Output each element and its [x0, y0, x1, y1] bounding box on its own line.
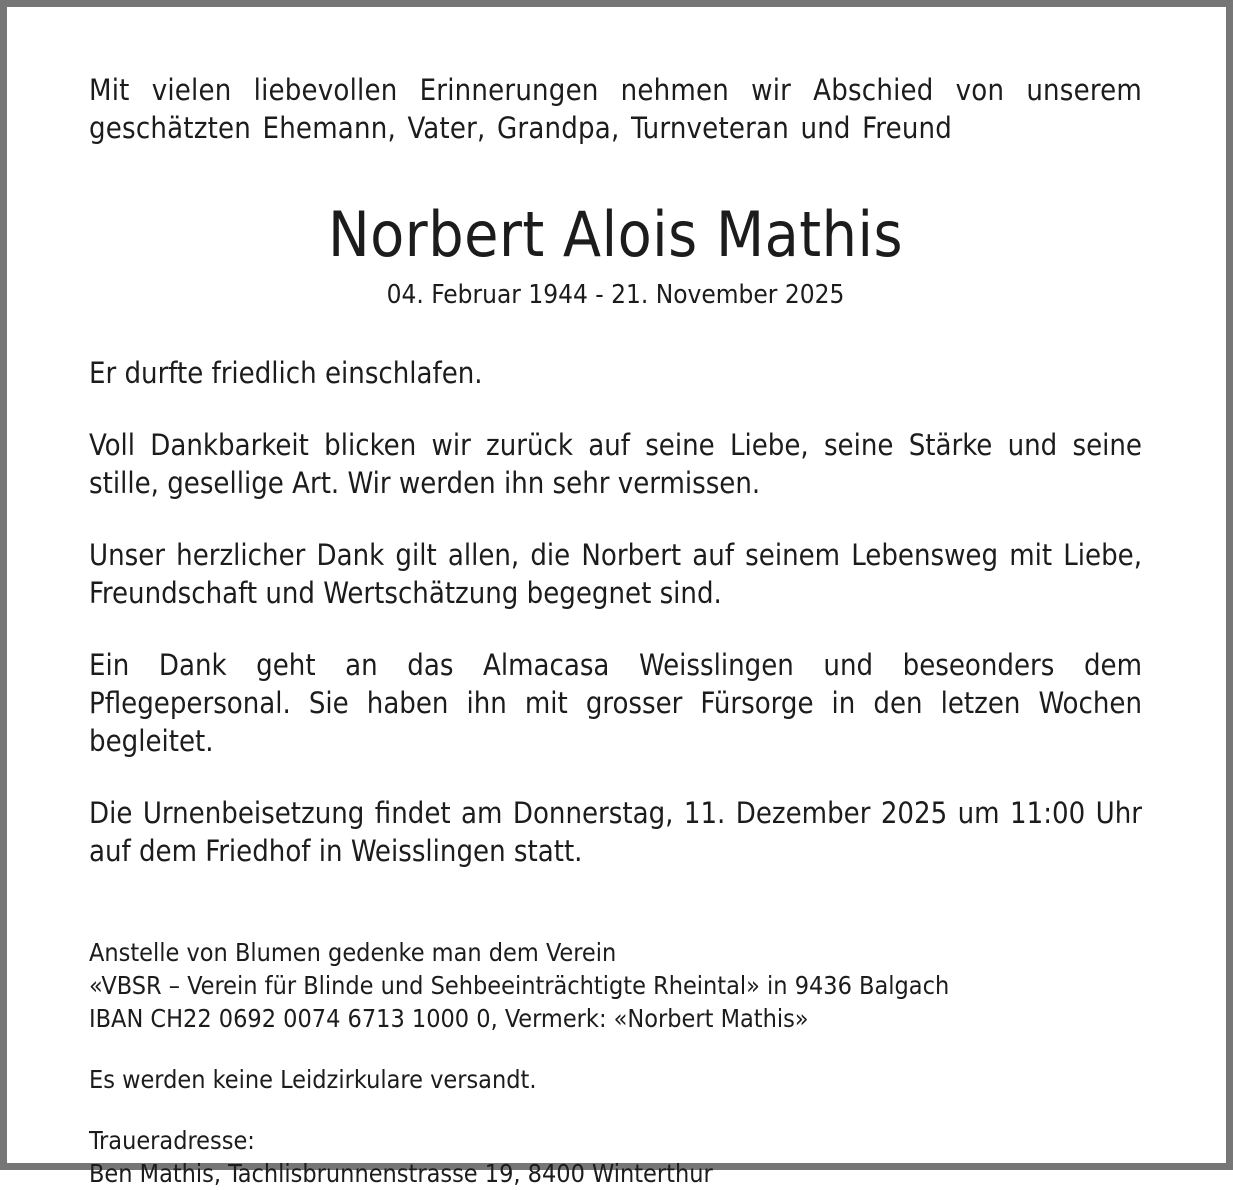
mourning-address-block — [89, 1124, 1142, 1190]
intro-text: Mit vielen liebevollen Erinnerungen nehmen wir Abschied von unserem geschätzten Ehemann, Vater, Grandpa, Turnveteran und Freund — [89, 73, 1142, 145]
donation-note — [89, 936, 1142, 1035]
body-paragraph: Voll Dankbarkeit blicken wir zurück auf seine Liebe, seine Stärke und seine stille, gesellige Art. Wir werden ihn sehr vermissen. — [89, 428, 1142, 501]
life-dates: 04. Februar 1944 - 21. November 2025 — [386, 280, 845, 311]
no-circulars-note: Es werden keine Leidzirkulare versandt. — [89, 1065, 537, 1095]
body-paragraph: Er durfte friedlich einschlafen. — [89, 356, 483, 391]
deceased-name: Norbert Alois Mathis — [327, 198, 904, 271]
body-paragraphs — [89, 354, 1142, 870]
mourning-address-label: Traueradresse: — [89, 1126, 255, 1156]
donation-association-line: «VBSR – Verein für Blinde und Sehbeeinträchtigte Rheintal» in 9436 Balgach — [89, 971, 950, 1001]
body-paragraph: Unser herzlicher Dank gilt allen, die Norbert auf seinem Lebensweg mit Liebe, Freundschaft und Wertschätzung begegnet sind. — [89, 538, 1142, 611]
death-notice-card — [7, 7, 1226, 1189]
body-paragraph: Die Urnenbeisetzung findet am Donnerstag, 11. Dezember 2025 um 11:00 Uhr auf dem Friedhof in Weisslingen statt. — [89, 796, 1142, 869]
donation-intro-line: Anstelle von Blumen gedenke man dem Verein — [89, 938, 617, 968]
mourning-address: Ben Mathis, Tachlisbrunnenstrasse 19, 8400 Winterthur — [89, 1159, 713, 1189]
donation-iban-line: IBAN CH22 0692 0074 6713 1000 0, Vermerk: «Norbert Mathis» — [89, 1004, 809, 1034]
body-paragraph: Ein Dank geht an das Almacasa Weisslingen und beseonders dem Pflegepersonal. Sie haben ihn mit grosser Fürsorge in den letzen Wochen begleitet. — [89, 648, 1142, 759]
